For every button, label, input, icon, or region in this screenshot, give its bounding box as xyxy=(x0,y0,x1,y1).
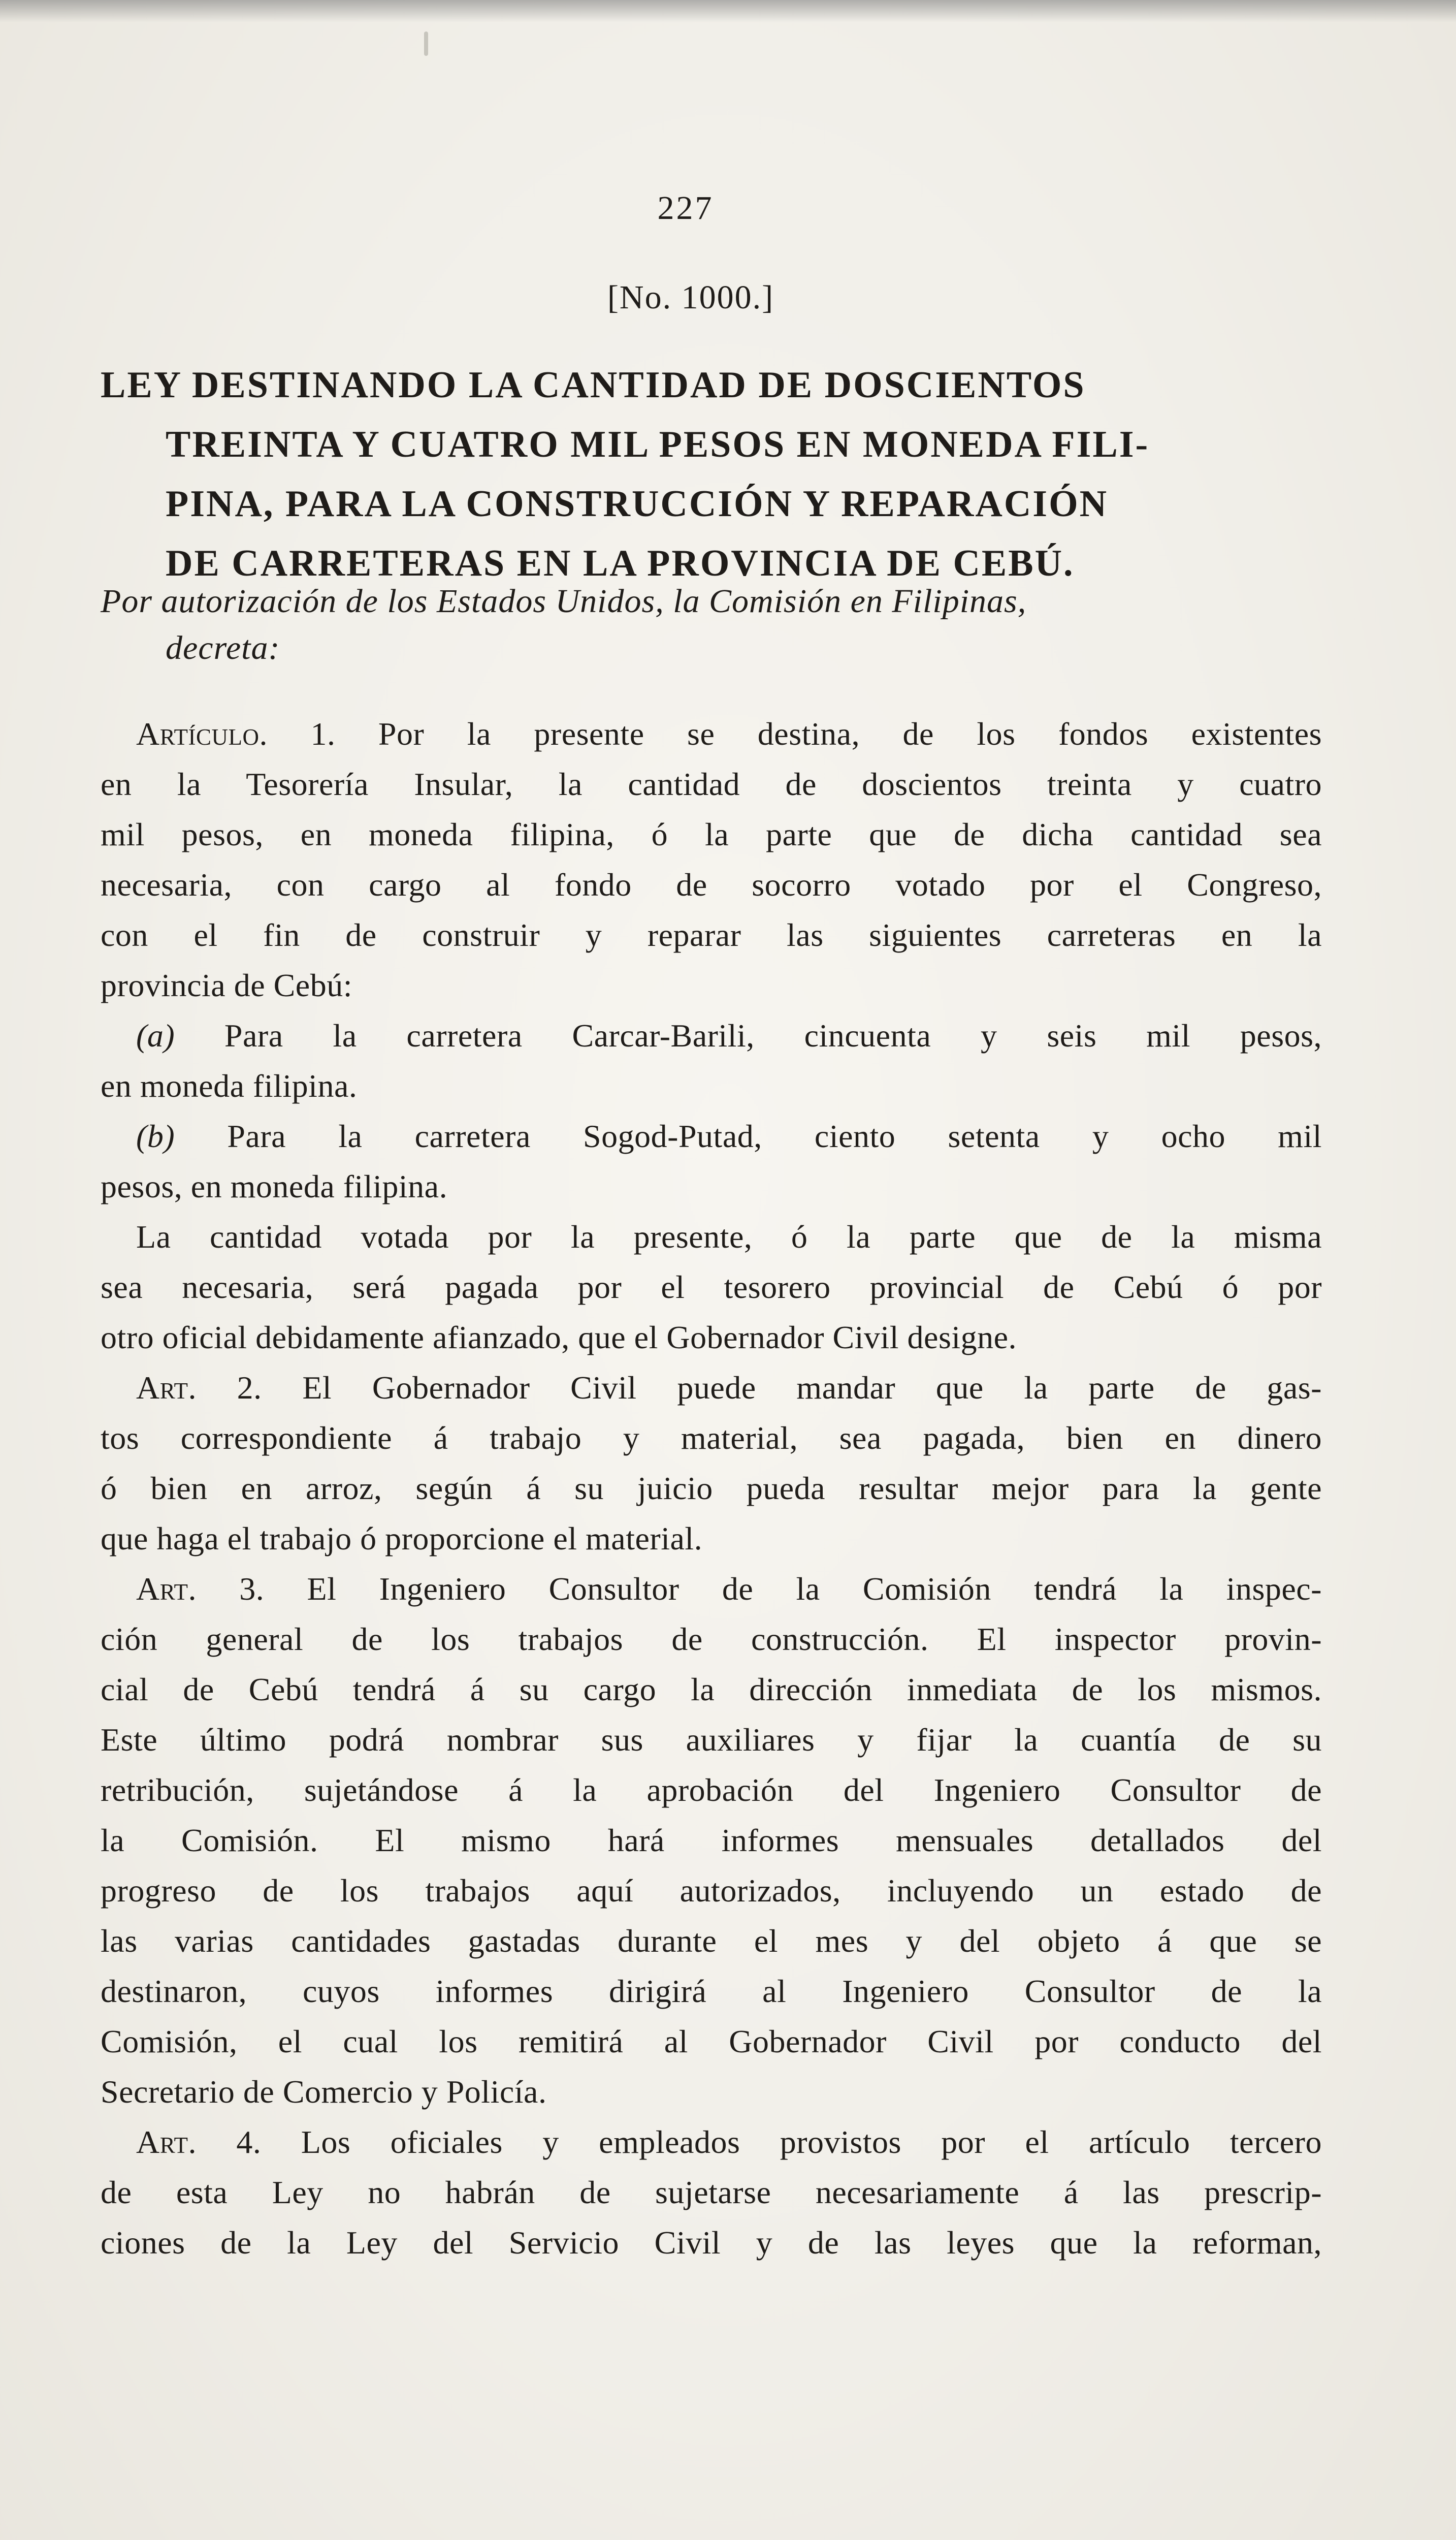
article-1-line: provincia de Cebú: xyxy=(101,967,352,1003)
article-1-line xyxy=(101,709,1322,759)
article-1-heading: Artículo. 1. xyxy=(136,716,336,752)
article-3-line: cial de Cebú tendrá á su cargo la dirección inmediata de los mismos. xyxy=(101,1671,1322,1707)
article-1-text: Por la presente se destina, de los fondos existentes xyxy=(378,716,1322,752)
law-body xyxy=(101,709,1322,2268)
article-3-line: Este último podrá nombrar sus auxiliares y fijar la cuantía de su xyxy=(101,1722,1322,1758)
law-title xyxy=(101,356,1350,593)
article-3-line: retribución, sujetándose á la aprobación del Ingeniero Consultor de xyxy=(101,1772,1322,1808)
item-b-line: pesos, en moneda filipina. xyxy=(101,1168,448,1204)
preamble-line: Por autorización de los Estados Unidos, la Comisión en Filipinas, xyxy=(101,583,1027,620)
cantidad-paragraph-line: otro oficial debidamente afianzado, que el Gobernador Civil designe. xyxy=(101,1319,1017,1355)
item-b-text: Para la carretera Sogod-Putad, ciento setenta y ocho mil xyxy=(227,1118,1322,1154)
enacting-clause xyxy=(101,578,1319,672)
cantidad-paragraph-line: sea necesaria, será pagada por el tesorero provincial de Cebú ó por xyxy=(101,1269,1322,1305)
article-4-line: de esta Ley no habrán de sujetarse necesariamente á las prescrip- xyxy=(101,2174,1322,2210)
article-3-line: ción general de los trabajos de construcción. El inspector provin- xyxy=(101,1621,1322,1657)
item-a-line: en moneda filipina. xyxy=(101,1068,358,1104)
article-1-line: en la Tesorería Insular, la cantidad de doscientos treinta y cuatro xyxy=(101,766,1322,802)
article-3-line: progreso de los trabajos aquí autorizados, incluyendo un estado de xyxy=(101,1872,1322,1909)
item-a-text: Para la carretera Carcar-Barili, cincuenta y seis mil pesos, xyxy=(224,1018,1322,1054)
title-line: PINA, PARA LA CONSTRUCCIÓN Y REPARACIÓN xyxy=(166,483,1109,525)
article-3-line: Secretario de Comercio y Policía. xyxy=(101,2074,547,2110)
preamble-line: decreta: xyxy=(166,629,280,666)
article-2-line: tos correspondiente á trabajo y material, sea pagada, bien en dinero xyxy=(101,1420,1322,1456)
article-3-line: las varias cantidades gastadas durante el mes y del objeto á que se xyxy=(101,1923,1322,1959)
article-4-text: Los oficiales y empleados provistos por el artículo tercero xyxy=(301,2124,1322,2160)
article-4-line xyxy=(101,2117,1322,2167)
article-4-line: ciones de la Ley del Servicio Civil y de las leyes que la reforman, xyxy=(101,2225,1322,2261)
article-1-line: con el fin de construir y reparar las siguientes carreteras en la xyxy=(101,917,1322,953)
article-3-line xyxy=(101,1564,1322,1614)
article-3-text: El Ingeniero Consultor de la Comisión tendrá la inspec- xyxy=(307,1571,1322,1607)
article-2-heading: Art. 2. xyxy=(136,1370,262,1406)
article-3-line: la Comisión. El mismo hará informes mensuales detallados del xyxy=(101,1822,1322,1858)
title-line: TREINTA Y CUATRO MIL PESOS EN MONEDA FILI- xyxy=(166,424,1150,465)
article-2-line xyxy=(101,1362,1322,1413)
article-3-line: Comisión, el cual los remitirá al Gobernador Civil por conducto del xyxy=(101,2023,1322,2059)
page-number: 227 xyxy=(657,189,714,227)
item-a-line xyxy=(101,1010,1322,1061)
cantidad-paragraph-line: La cantidad votada por la presente, ó la parte que de la misma xyxy=(136,1219,1322,1255)
article-1-line: necesaria, con cargo al fondo de socorro votado por el Congreso, xyxy=(101,867,1322,903)
article-2-text: El Gobernador Civil puede mandar que la parte de gas- xyxy=(302,1370,1322,1406)
item-b-label: (b) xyxy=(136,1118,175,1154)
law-number: [No. 1000.] xyxy=(607,279,774,316)
article-1-line: mil pesos, en moneda filipina, ó la parte que de dicha cantidad sea xyxy=(101,816,1322,852)
item-b-line xyxy=(101,1111,1322,1161)
title-line: DE CARRETERAS EN LA PROVINCIA DE CEBÚ. xyxy=(166,543,1075,584)
scan-top-shadow xyxy=(0,0,1456,22)
article-3-heading: Art. 3. xyxy=(136,1571,265,1607)
article-2-line: que haga el trabajo ó proporcione el material. xyxy=(101,1520,703,1557)
scan-smudge-mark xyxy=(424,31,428,56)
item-a-label: (a) xyxy=(136,1018,175,1054)
article-3-line: destinaron, cuyos informes dirigirá al Ingeniero Consultor de la xyxy=(101,1973,1322,2009)
article-4-heading: Art. 4. xyxy=(136,2124,262,2160)
article-2-line: ó bien en arroz, según á su juicio pueda resultar mejor para la gente xyxy=(101,1470,1322,1506)
title-line: LEY DESTINANDO LA CANTIDAD DE DOSCIENTOS xyxy=(101,364,1086,406)
